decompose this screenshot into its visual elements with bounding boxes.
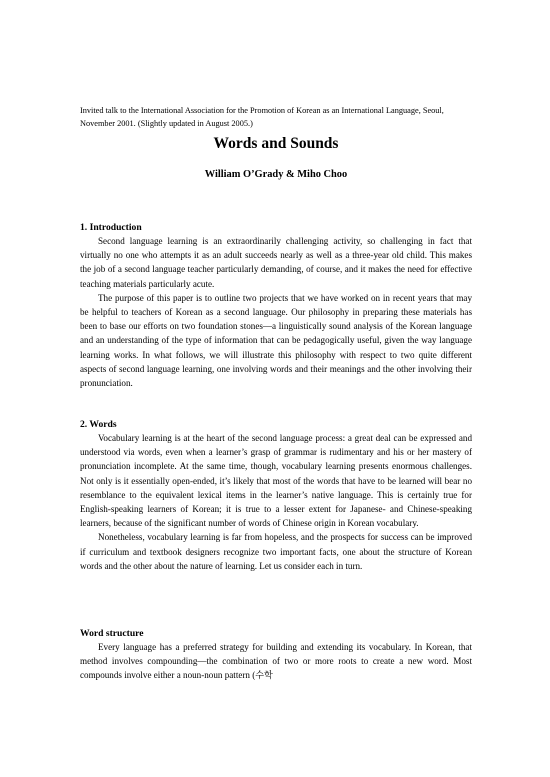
paragraph: Every language has a preferred strategy for building and extending its vocabulary. In Korean, that method involves compounding—the combination of two or more roots to create a new word. Most compounds involve either a noun-noun pattern (수학 (80, 642, 472, 681)
paper-title: Words and Sounds (213, 135, 339, 152)
section-heading: 1. Introduction (80, 222, 142, 233)
section-word-structure (80, 627, 472, 683)
section-heading: 2. Words (80, 419, 117, 430)
paper-authors: William O’Grady & Miho Choo (204, 169, 348, 180)
section-words (80, 418, 472, 573)
subsection-heading: Word structure (80, 628, 144, 639)
paragraph: Nonetheless, vocabulary learning is far from hopeless, and the prospects for success can be improved if curriculum and textbook designers recognize two important facts, one about the structure of Korean words and the other about the nature of learning. Let us consider each in turn. (80, 532, 472, 571)
section-introduction (80, 221, 472, 390)
paragraph: The purpose of this paper is to outline two projects that we have worked on in recent years that may be helpful to teachers of Korean as a second language. Our philosophy in preparing these materials has been to base our efforts on two foundation stones—a linguistically sound analysis of the Korean language and an understanding of the type of information that can be pedagogically useful, given the way language learning works. In what follows, we will illustrate this philosophy with respect to two quite different aspects of second language learning, one involving words and their meanings and the other involving their pronunciation. (80, 292, 472, 389)
paragraph: Second language learning is an extraordinarily challenging activity, so challenging in fact that virtually no one who attempts it as an adult succeeds nearly as well as a three-year old child. This makes the job of a second language teacher particularly demanding, of course, and it makes the need for effective teaching materials particularly acute. (80, 236, 472, 289)
paragraph: Vocabulary learning is at the heart of the second language process: a great deal can be expressed and understood via words, even when a learner’s grasp of grammar is rudimentary and his or her mastery of pronunciation incomplete. At the same time, though, vocabulary learning presents enormous challenges. Not only is it essentially open-ended, it’s likely that most of the words that have to be learned will bear no resemblance to the equivalent lexical items in the learner’s native language. This is certainly true for English-speaking learners of Korean; it is true to a lesser extent for Japanese- and Chinese-speaking learners, because of the significant number of words of Chinese origin in Korean vocabulary. (80, 433, 472, 529)
talk-note: Invited talk to the International Association for the Promotion of Korean as an International Language, Seoul, November 2001. (Slightly updated in August 2005.) (80, 106, 444, 129)
